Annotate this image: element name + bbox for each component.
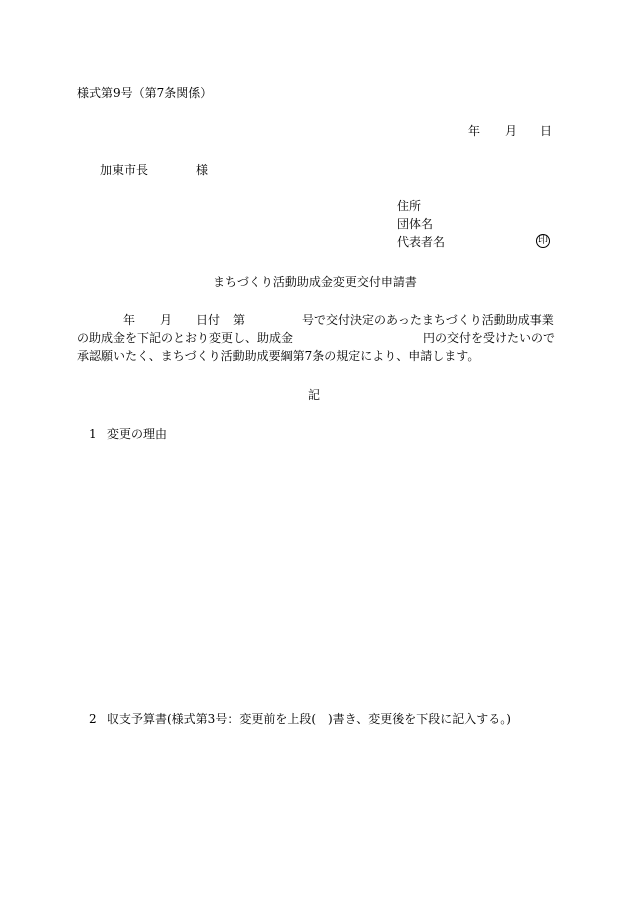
date-header-day: 日	[540, 124, 553, 138]
body-line2-a: の助成金を下記のとおり変更し、助成金	[77, 331, 294, 345]
body-month: 月	[160, 313, 173, 327]
body-number-prefix: 第	[233, 313, 246, 327]
addressee-honorific: 様	[196, 163, 209, 177]
body-line3: 承認願いたく、まちづくり活動助成要綱第7条の規定により、申請します。	[77, 349, 480, 363]
body-line1-rest: 号で交付決定のあったまちづくり活動助成事業	[302, 313, 554, 327]
form-number: 様式第9号（第7条関係）	[77, 86, 213, 100]
addressee-name: 加東市長	[100, 163, 149, 177]
applicant-group-label: 団体名	[397, 217, 434, 231]
ki-heading: 記	[308, 388, 321, 402]
date-header-month: 月	[505, 124, 518, 138]
applicant-representative-label: 代表者名	[397, 235, 446, 249]
body-year: 年	[123, 313, 136, 327]
seal-mark: 印	[538, 235, 548, 246]
body-line2-b: 円の交付を受けたいので	[423, 331, 556, 345]
item-2-label: 収支予算書(様式第3号：変更前を上段( )書き、変更後を下段に記入する。)	[107, 712, 511, 726]
item-1-number: 1	[89, 427, 97, 441]
item-2-number: 2	[89, 712, 97, 726]
applicant-address-label: 住所	[397, 199, 422, 213]
document-title: まちづくり活動助成金変更交付申請書	[213, 275, 417, 289]
item-1-label: 変更の理由	[107, 427, 168, 441]
date-header-year: 年	[468, 124, 481, 138]
body-day-attached: 日付	[196, 313, 221, 327]
